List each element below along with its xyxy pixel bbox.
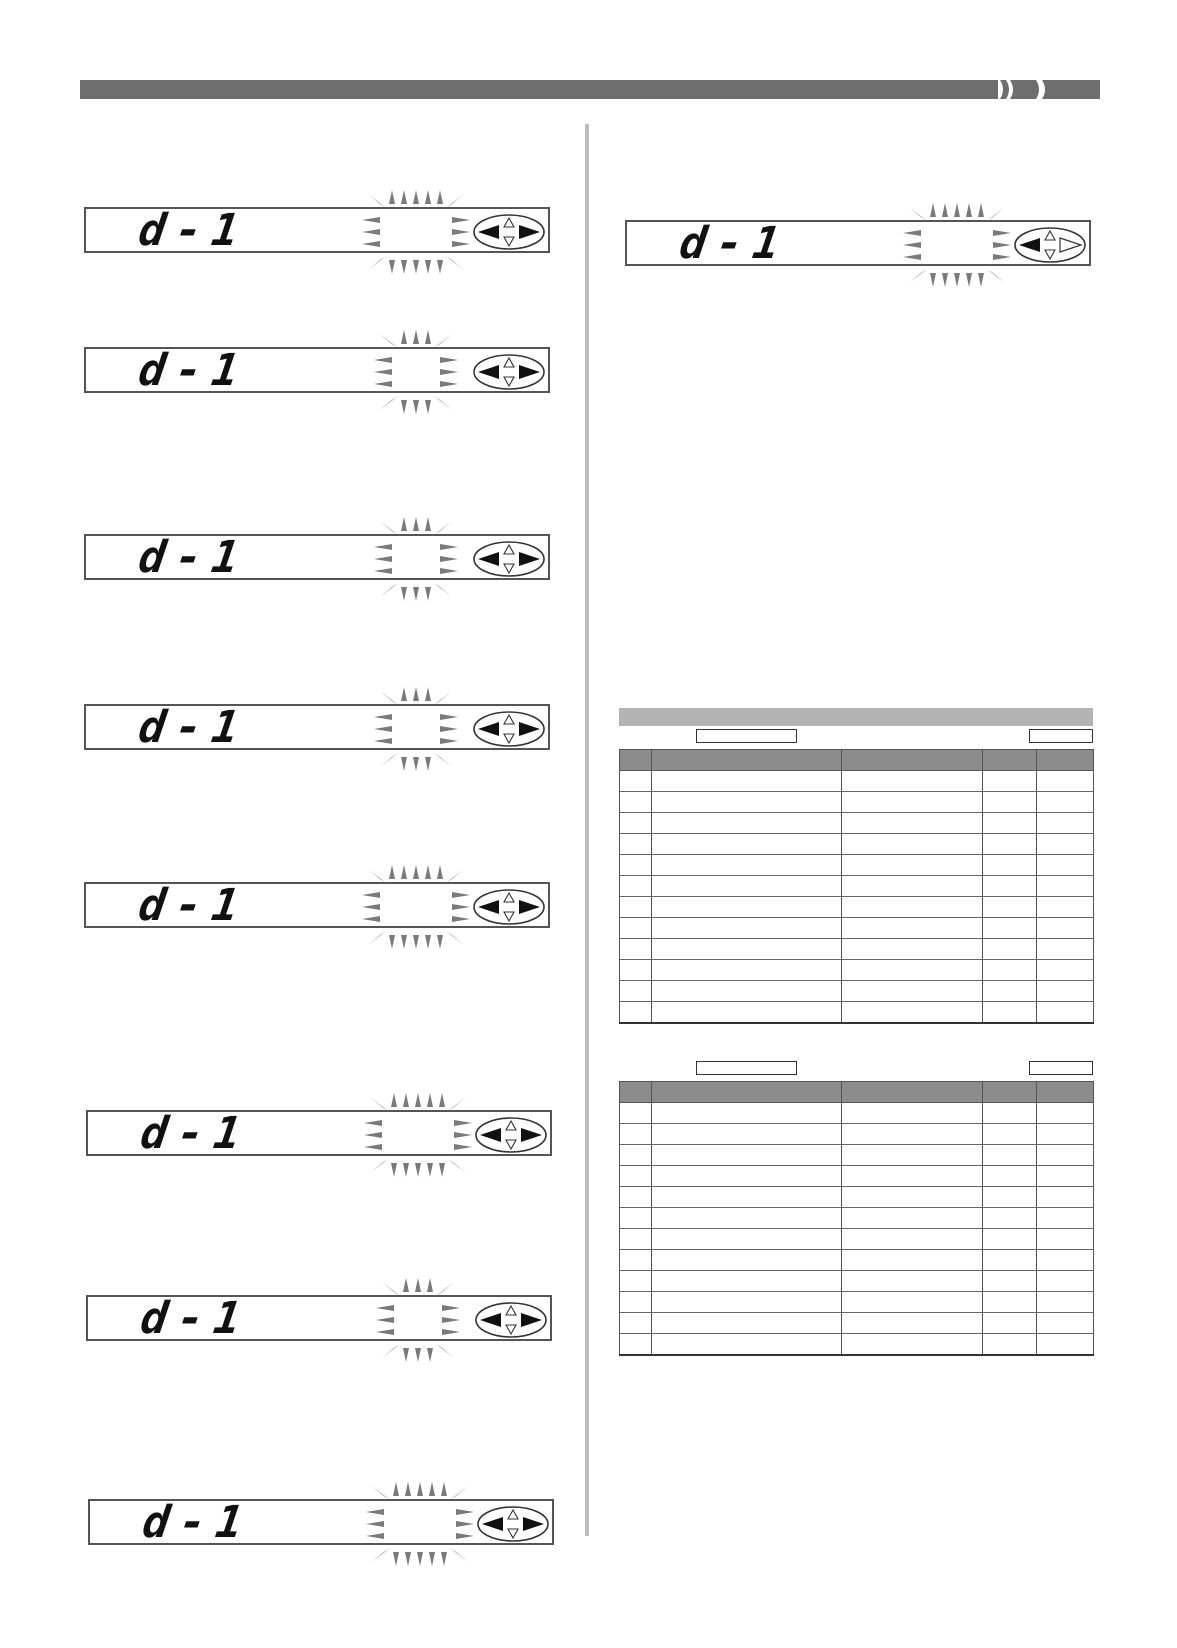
lcd-digits: d-1 xyxy=(135,205,253,256)
table-cell xyxy=(1037,792,1094,813)
table-cell xyxy=(842,1187,983,1208)
table-group xyxy=(619,726,1093,1052)
table-cell xyxy=(652,1229,842,1250)
table-cell xyxy=(842,1145,983,1166)
table-row xyxy=(620,1187,1094,1208)
table-cell xyxy=(842,876,983,897)
table-cell xyxy=(1037,1313,1094,1334)
table-cell xyxy=(1037,1166,1094,1187)
table-cell xyxy=(620,1229,652,1250)
cursor-arrow-pad-icon xyxy=(472,539,546,579)
table-cell xyxy=(620,1145,652,1166)
table-cell xyxy=(652,981,842,1002)
table-header-cell xyxy=(983,1082,1037,1103)
table-cell xyxy=(652,1103,842,1124)
table-cell xyxy=(652,897,842,918)
table-cell xyxy=(842,897,983,918)
table-row xyxy=(620,918,1094,939)
table-cell xyxy=(620,1292,652,1313)
lcd-digits: d-1 xyxy=(135,532,253,583)
table-cell xyxy=(620,834,652,855)
table-cell xyxy=(1037,1145,1094,1166)
lcd-digits: d-1 xyxy=(137,1293,255,1344)
table-cell xyxy=(652,1124,842,1145)
table-cell xyxy=(983,1002,1037,1024)
table-cell xyxy=(652,1145,842,1166)
table-cell xyxy=(620,960,652,981)
cursor-arrow-pad-icon xyxy=(474,1300,548,1340)
table-cell xyxy=(1037,1124,1094,1145)
table-cell xyxy=(983,939,1037,960)
table-cell xyxy=(1037,1187,1094,1208)
table-cell xyxy=(983,1271,1037,1292)
panel-title-bar xyxy=(619,708,1093,726)
table-cell xyxy=(652,918,842,939)
lcd-display xyxy=(84,509,560,609)
table-cell xyxy=(1037,960,1094,981)
table-cell xyxy=(842,855,983,876)
table-cell xyxy=(842,1166,983,1187)
table-cell xyxy=(1037,897,1094,918)
table-panel xyxy=(619,708,1093,1382)
table-row xyxy=(620,981,1094,1002)
table-cell xyxy=(842,1271,983,1292)
table-cell xyxy=(983,1250,1037,1271)
group-label-left xyxy=(696,1061,797,1075)
table-cell xyxy=(842,1208,983,1229)
table-cell xyxy=(652,1313,842,1334)
table-cell xyxy=(1037,1103,1094,1124)
table-cell xyxy=(620,918,652,939)
table-cell xyxy=(620,1103,652,1124)
table-cell xyxy=(620,792,652,813)
table-header-cell xyxy=(652,1082,842,1103)
table-cell xyxy=(983,834,1037,855)
table-cell xyxy=(620,1002,652,1024)
table-cell xyxy=(620,1187,652,1208)
data-table xyxy=(619,749,1094,1024)
cursor-arrow-pad-icon xyxy=(1013,225,1087,265)
cursor-arrow-pad-icon xyxy=(472,212,546,252)
table-cell xyxy=(620,1334,652,1356)
table-row xyxy=(620,1334,1094,1356)
lcd-digits: d-1 xyxy=(135,345,253,396)
table-header-cell xyxy=(652,750,842,771)
table-row xyxy=(620,1271,1094,1292)
cursor-arrow-pad-icon xyxy=(472,887,546,927)
table-cell xyxy=(983,1166,1037,1187)
table-cell xyxy=(620,1250,652,1271)
table-cell xyxy=(652,855,842,876)
table-cell xyxy=(842,1002,983,1024)
table-cell xyxy=(652,1002,842,1024)
table-header-cell xyxy=(983,750,1037,771)
table-cell xyxy=(1037,939,1094,960)
lcd-display xyxy=(88,1474,564,1574)
table-cell xyxy=(652,834,842,855)
table-row xyxy=(620,876,1094,897)
table-cell xyxy=(983,1103,1037,1124)
table-cell xyxy=(842,771,983,792)
table-cell xyxy=(1037,1292,1094,1313)
table-row xyxy=(620,897,1094,918)
table-cell xyxy=(983,1187,1037,1208)
table-row xyxy=(620,1145,1094,1166)
table-cell xyxy=(652,792,842,813)
table-cell xyxy=(842,918,983,939)
table-cell xyxy=(983,981,1037,1002)
table-cell xyxy=(652,771,842,792)
table-cell xyxy=(983,918,1037,939)
table-cell xyxy=(620,1208,652,1229)
table-cell xyxy=(1037,1271,1094,1292)
table-cell xyxy=(842,1103,983,1124)
lcd-display xyxy=(86,1085,562,1185)
table-row xyxy=(620,1292,1094,1313)
table-cell xyxy=(983,1229,1037,1250)
table-cell xyxy=(1037,813,1094,834)
table-header-cell xyxy=(620,750,652,771)
table-cell xyxy=(842,939,983,960)
table-cell xyxy=(842,1124,983,1145)
lcd-digits: d-1 xyxy=(139,1497,257,1548)
group-label-left xyxy=(696,729,797,743)
table-cell xyxy=(652,876,842,897)
column-divider xyxy=(585,124,589,1536)
table-header-cell xyxy=(1037,1082,1094,1103)
table-cell xyxy=(652,1271,842,1292)
table-cell xyxy=(983,960,1037,981)
table-row xyxy=(620,855,1094,876)
table-cell xyxy=(842,1229,983,1250)
table-cell xyxy=(652,939,842,960)
table-cell xyxy=(983,813,1037,834)
lcd-display xyxy=(84,322,560,422)
table-row xyxy=(620,1124,1094,1145)
lcd-digits: d-1 xyxy=(135,880,253,931)
lcd-display xyxy=(84,679,560,779)
table-row xyxy=(620,1208,1094,1229)
table-cell xyxy=(983,792,1037,813)
table-cell xyxy=(983,876,1037,897)
table-cell xyxy=(620,939,652,960)
table-cell xyxy=(652,1187,842,1208)
table-row xyxy=(620,1250,1094,1271)
table-row xyxy=(620,1229,1094,1250)
table-row xyxy=(620,813,1094,834)
lcd-display xyxy=(625,195,1101,295)
cursor-arrow-pad-icon xyxy=(472,352,546,392)
cursor-arrow-pad-icon xyxy=(472,709,546,749)
table-cell xyxy=(620,897,652,918)
table-cell xyxy=(983,1145,1037,1166)
table-cell xyxy=(1037,981,1094,1002)
table-cell xyxy=(652,960,842,981)
table-cell xyxy=(983,897,1037,918)
table-row xyxy=(620,939,1094,960)
table-cell xyxy=(1037,1250,1094,1271)
table-cell xyxy=(1037,834,1094,855)
table-cell xyxy=(842,1313,983,1334)
table-cell xyxy=(1037,876,1094,897)
table-row xyxy=(620,960,1094,981)
table-cell xyxy=(1037,1208,1094,1229)
table-header-cell xyxy=(842,750,983,771)
table-cell xyxy=(1037,1229,1094,1250)
lcd-digits: d-1 xyxy=(676,218,794,269)
table-cell xyxy=(983,855,1037,876)
lcd-display xyxy=(84,182,560,282)
table-cell xyxy=(620,1124,652,1145)
table-cell xyxy=(842,981,983,1002)
table-cell xyxy=(620,981,652,1002)
table-cell xyxy=(620,1166,652,1187)
table-row xyxy=(620,1002,1094,1024)
table-cell xyxy=(842,1250,983,1271)
group-label-right xyxy=(1029,1061,1093,1075)
table-cell xyxy=(652,813,842,834)
table-cell xyxy=(983,771,1037,792)
table-row xyxy=(620,1103,1094,1124)
table-cell xyxy=(652,1292,842,1313)
table-cell xyxy=(983,1208,1037,1229)
lcd-display xyxy=(86,1270,562,1370)
table-cell xyxy=(652,1166,842,1187)
table-header-cell xyxy=(842,1082,983,1103)
table-cell xyxy=(842,1292,983,1313)
table-cell xyxy=(620,855,652,876)
table-cell xyxy=(652,1250,842,1271)
lcd-display xyxy=(84,857,560,957)
table-cell xyxy=(620,1271,652,1292)
group-label-right xyxy=(1029,729,1093,743)
table-header-cell xyxy=(1037,750,1094,771)
table-cell xyxy=(983,1124,1037,1145)
lcd-digits: d-1 xyxy=(137,1108,255,1159)
table-cell xyxy=(620,1313,652,1334)
lcd-digits: d-1 xyxy=(135,702,253,753)
table-cell xyxy=(1037,1002,1094,1024)
data-table xyxy=(619,1081,1094,1356)
table-cell xyxy=(842,834,983,855)
table-cell xyxy=(983,1313,1037,1334)
table-cell xyxy=(842,1334,983,1356)
table-cell xyxy=(1037,855,1094,876)
table-cell xyxy=(842,792,983,813)
cursor-arrow-pad-icon xyxy=(474,1115,548,1155)
table-row xyxy=(620,792,1094,813)
table-row xyxy=(620,1166,1094,1187)
table-header-cell xyxy=(620,1082,652,1103)
table-cell xyxy=(652,1334,842,1356)
table-cell xyxy=(983,1292,1037,1313)
table-cell xyxy=(842,813,983,834)
page-header-bar xyxy=(80,80,1100,99)
table-cell xyxy=(1037,918,1094,939)
table-cell xyxy=(842,960,983,981)
table-cell xyxy=(652,1208,842,1229)
table-cell xyxy=(620,876,652,897)
table-cell xyxy=(1037,771,1094,792)
table-cell xyxy=(620,813,652,834)
table-row xyxy=(620,1313,1094,1334)
table-cell xyxy=(620,771,652,792)
table-cell xyxy=(983,1334,1037,1356)
table-group xyxy=(619,1052,1093,1382)
cursor-arrow-pad-icon xyxy=(476,1504,550,1544)
table-cell xyxy=(1037,1334,1094,1356)
table-row xyxy=(620,834,1094,855)
table-row xyxy=(620,771,1094,792)
